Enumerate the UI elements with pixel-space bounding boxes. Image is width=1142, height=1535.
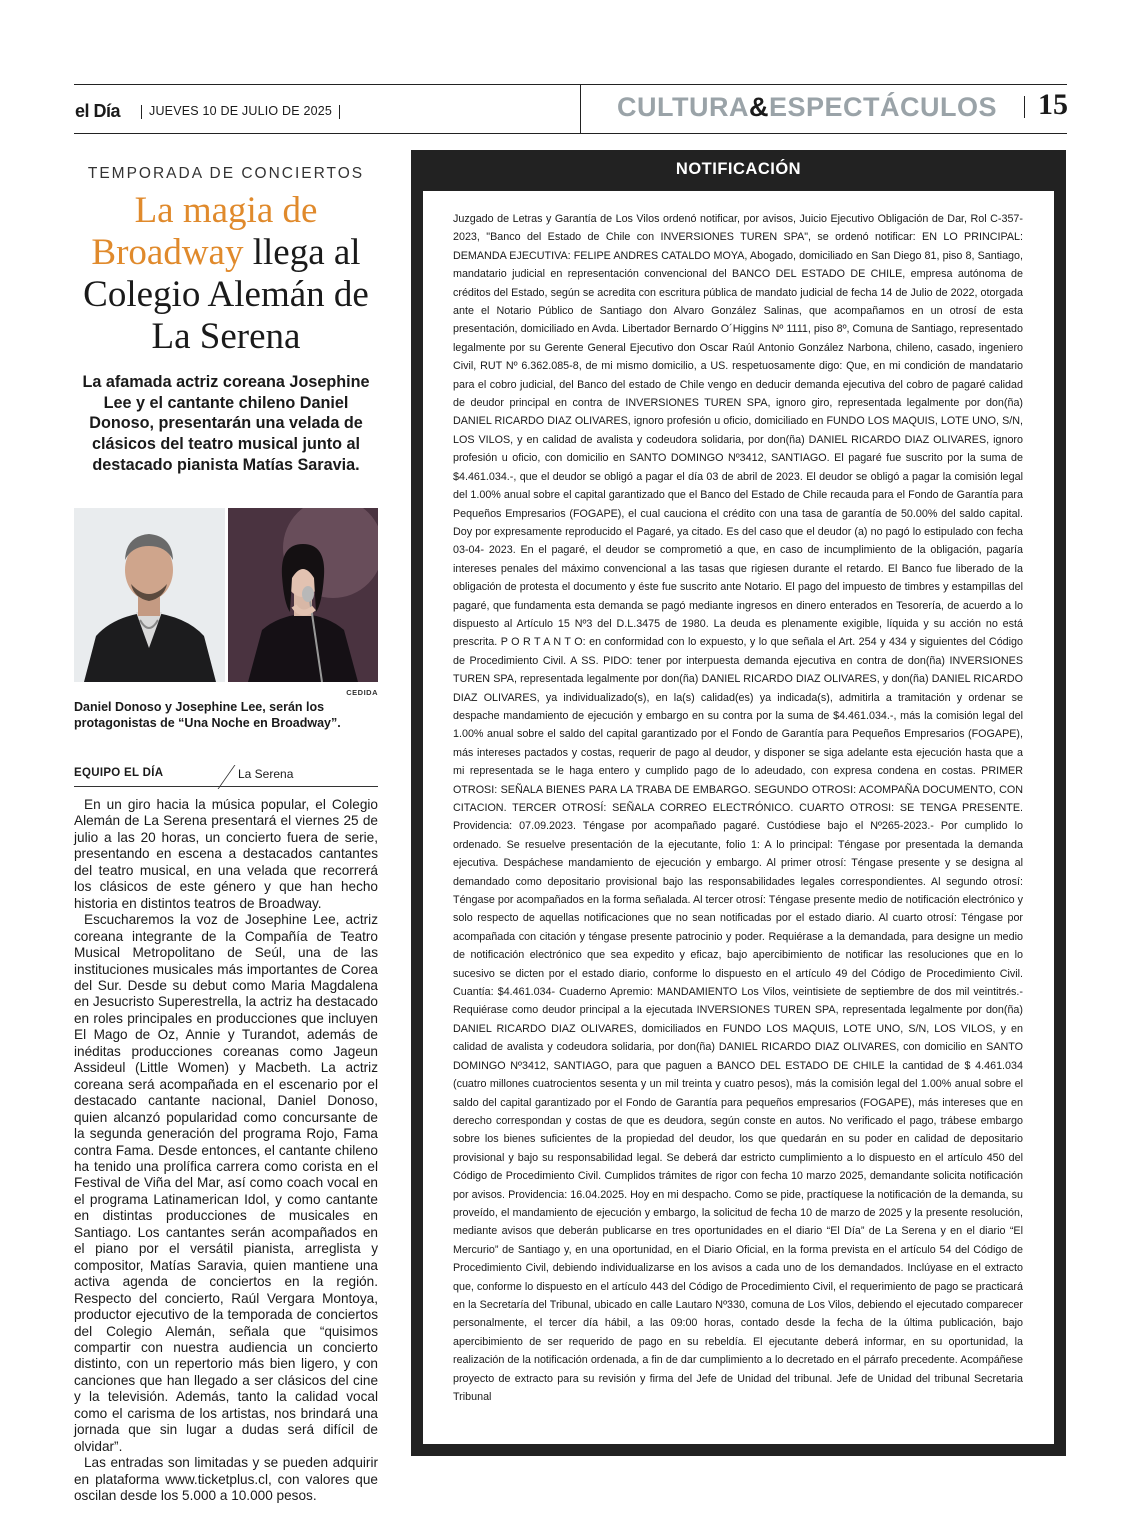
article-kicker: TEMPORADA DE CONCIERTOS xyxy=(87,165,365,182)
section-title-amp: & xyxy=(748,92,769,122)
section-title xyxy=(617,92,997,123)
portrait-man-illustration xyxy=(74,508,225,682)
byline-city: La Serena xyxy=(238,767,294,781)
article-paragraph: En un giro hacia la música popular, el Colegio Alemán de La Serena presentará el viernes 25 de julio a las 20 horas, un concierto fuera de serie, presentando en escena a destacados cantantes del teatro musical, en una velada que recorrerá los clásicos de este género y que han hecho historia en distintos teatros de Broadway. xyxy=(74,797,378,911)
byline-rule xyxy=(74,786,378,787)
newspaper-logo: el Día xyxy=(75,101,121,121)
section-title-right: ESPECTÁCULOS xyxy=(768,92,998,122)
photo-josephine-lee xyxy=(228,508,378,682)
header-bottom-rule xyxy=(74,133,1067,134)
section-title-left: CULTURA xyxy=(617,92,749,122)
article-paragraph: Escucharemos la voz de Josephine Lee, actriz coreana integrante de la Compañía de Teatro Musical Metropolitano de Seúl, una de las instituciones musicales más importantes de Corea del Sur. Desde su debut como Maria Magdalena en Jesucristo Superestrella, la actriz ha destacado en roles principales en producciones que incluyen El Mago de Oz, Annie y Turandot, además de inéditas producciones coreanas como Jageun Assideul (Little Women) y Macbeth. La actriz coreana será acompañada en el escenario por el destacado cantante nacional, Daniel Donoso, quien alcanzó popularidad como concursante de la segunda generación del programa Rojo, Fama contra Fama. Desde entonces, el cantante chileno ha tenido una prolífica carrera como corista en el Festival de Viña del Mar, así como coach vocal en el programa Latinamerican Idol, y como cantante en distintas producciones de musicales en Santiago. Los cantantes serán acompañados en el piano por el versátil pianista, arreglista y compositor, Matías Saravia, quien mantiene una activa agenda de conciertos en la región. Respecto del concierto, Raúl Vergara Montoya, productor ejecutivo de la temporada de conciertos del Colegio Alemán, señala que “quisimos compartir con nuestra audiencia un concierto distinto, con un repertorio más bien ligero, y con canciones que han llegado a ser clásicos del cine y la televisión. Además, tanto la calidad vocal como el carisma de los artistas, nos brindará una jornada que sin lugar a dudas será difícil de olvidar”. xyxy=(74,912,378,1454)
photo-credit: CEDIDA xyxy=(346,688,378,697)
portrait-woman-illustration xyxy=(228,508,378,682)
article-headline xyxy=(74,190,378,358)
page-number: 15 xyxy=(1038,88,1068,121)
divider xyxy=(339,105,340,119)
issue-date xyxy=(134,104,347,119)
headline-highlight: La magia de Broadway xyxy=(91,190,318,273)
photo-daniel-donoso xyxy=(74,508,225,682)
notice-title: NOTIFICACIÓN xyxy=(675,160,802,178)
article-deck: La afamada actriz coreana Josephine Lee y el cantante chileno Daniel Donoso, presentarán una velada de clásicos del teatro musical junto al destacado pianista Matías Saravia. xyxy=(82,373,370,474)
photo-caption: Daniel Donoso y Josephine Lee, serán los protagonistas de “Una Noche en Broadway”. xyxy=(74,700,341,730)
headline-rest: llega al Colegio Alemán de La Serena xyxy=(83,232,369,357)
header-divider xyxy=(580,84,581,133)
notice-text: Juzgado de Letras y Garantía de Los Vilos ordenó notificar, por avisos, Juicio Ejecutivo Obligación de Dar, Rol C-357-2023, "Banco del Estado de Chile con INVERSIONES TUREN SPA", se ordenó notificar: EN LO PRINCIPAL: DEMANDA EJECUTIVA: FELIPE ANDRES CATALDO MOYA, Abogado, domiciliado en San Diego 81, piso 8, Santiago, mandatario judicial en representación convencional del BANCO DEL ESTADO DE CHILE, empresa autónoma de créditos del Estado, según se acredita con escritura pública de mandato judicial de fecha 14 de Julio de 2022, otorgada ante el Notario Público de Santiago don Alvaro González Salinas, que acompañamos en un otrosí de esta presentación, domiciliado en Avda. Libertador Bernardo O´Higgins Nº 1111, piso 8º, Comuna de Santiago, representado legalmente por su Gerente General Ejecutivo don Oscar Raúl Antonio González Narbona, chileno, casado, ingeniero Civil, RUT Nº 6.362.085-8, de mi mismo domicilio, a US. respetuosamente digo: Que, en mi condición de mandatario para el cobro judicial, del Banco del estado de Chile vengo en deducir demanda ejecutiva del cobro de pagaré calidad de deudor principal en contra de INVERSIONES TUREN SPA, ignoro giro, representada legalmente por don(ña) DANIEL RICARDO DIAZ OLIVARES, ignoro profesión u oficio, domiciliado en FUNDO LOS MAQUIS, LOTE UNO, S/N, LOS VILOS, y en calidad de avalista y codeudora solidaria, por don(ña) DANIEL RICARDO DIAZ OLIVARES, ignoro profesión u oficio, con domicilio en SANTO DOMINGO Nº3412, SANTIAGO. El pagaré fue suscrito por la suma de $4.461.034.-, que el deudor se obligó a pagar el día 03 de abril de 2023. El deudor se obligó a pagar la comisión legal del 1.00% anual sobre el capital garantizado que el Banco del Estado de Chile recauda para el Fondo de Garantía para Pequeños Empresarios (FOGAPE), el cual cauciona el crédito con una tasa de garantía de 50.00% del saldo capital. Doy por expresamente reproducido el Pagaré, ya citado. Es del caso que el deudor (a) no pagó lo estipulado con fecha 03-04- 2023. En el pagaré, el deudor se comprometió a que, en caso de incumplimiento de la obligación, pagaría intereses penales del máximo convencional a las tasas que rigiesen durante el retardo. El Banco fue liberado de la obligación de protesta el documento y éste fue suscrito ante Notario. El pago del impuesto de timbres y estampillas del pagaré, que fundamenta esta demanda se pagó mediante ingresos en dinero enterados en Tesorería, de acuerdo a lo dispuesto al Artículo 15 Nº3 del D.L.3475 de 1980. La deuda es plenamente exigible, líquida y su acción no está prescrita. P O R T A N T O: en conformidad con lo expuesto, y lo que señala el Art. 254 y 434 y siguientes del Código de Procedimiento Civil. A SS. PIDO: tener por interpuesta demanda ejecutiva en contra de don(ña) INVERSIONES TUREN SPA, representada legalmente por don(ña) DANIEL RICARDO DIAZ OLIVARES, y don(ña) DANIEL RICARDO DIAZ OLIVARES, ya individualizado(s), en la(s) calidad(es) ya indicada(s), admitirla a tramitación y ordenar se despache mandamiento de ejecución y embargo en su contra por la suma de $4.461.034.-, más la comisión legal del 1.00% anual sobre el saldo del capital garantizado por el Fondo de Garantía para Pequeños Empresarios (FOGAPE), más intereses pactados y costas, requerir de pago al deudor, y disponer se siga adelante esta ejecución hasta que a mi representada se le haga entero y cumplido pago de lo adeudado, con expresa condena en costas. PRIMER OTROSI: SEÑALA BIENES PARA LA TRABA DE EMBARGO. SEGUNDO OTROSI: ACOMPAÑA DOCUMENTO, CON CITACION. TERCER OTROSÍ: SEÑALA CORREO ELECTRÓNICO. CUARTO OTROSI: SE TENGA PRESENTE. Providencia: 07.09.2023. Téngase por acompañado pagaré. Custódiese bajo el Nº265-2023.- Por cumplido lo ordenado. Se resuelve presentación de la ejecutante, folio 1: A lo principal: Téngase por presentada la demanda ejecutiva. Despáchese mandamiento de ejecución y embargo. Al primer otrosí: Téngase presente y se designa al demandado como depositario provisional bajo las responsabilidades legales correspondientes. Al segundo otrosí: Téngase por acompañados en la forma señalada. Al tercer otrosí: Téngase presente medio de notificación electrónico y solo respecto de aquellas notificaciones que no sean notificadas por el estado diario. Al cuarto otrosí: Téngase por acompañada con citación y téngase presente patrocinio y poder. Requiérase a la demandada, para designe un medio de notificación electrónico que sea expedito y eficaz, bajo apercibimiento de notificar las resoluciones que en lo sucesivo se dicten por el estado diario, conforme lo dispuesto en el artículo 49 del Código de Procedimiento Civil. Cuantía: $4.461.034- Cuaderno Apremio: MANDAMIENTO Los Vilos, veintisiete de septiembre de dos mil veintitrés.- Requiérase como deudor principal a la ejecutada INVERSIONES TUREN SPA, representada legalmente por don(ña) DANIEL RICARDO DIAZ OLIVARES, domiciliados en FUNDO LOS MAQUIS, LOTE UNO, S/N, LOS VILOS, y en calidad de avalista y codeudora solidaria, por don(ña) DANIEL RICARDO DIAZ OLIVARES, con domicilio en SANTO DOMINGO Nº3412, SANTIAGO, para que paguen a BANCO DEL ESTADO DE CHILE la cantidad de $ 4.461.034 (cuatro millones cuatrocientos sesenta y un mil treinta y cuatro pesos), más la comisión legal del 1.00% anual sobre el saldo del capital garantizado por el Fondo de Garantía para pequeños empresarios (FOGAPE), más intereses que en derecho correspondan y costas de que es deudora, según conste en autos. No verificado el pago, trábese embargo sobre los bienes suficientes de la propiedad del deudor, los que quedarán en su poder en calidad de depositario provisional y bajo su responsabilidad legal. Se deberá dar estricto cumplimiento a lo dispuesto en el artículo 450 del Código de Procedimiento Civil. Cumplidos trámites de rigor con fecha 10 marzo 2025, demandante solicita notificación por avisos. Providencia: 16.04.2025. Hoy en mi despacho. Como se pide, practíquese la notificación de la demanda, su proveído, el mandamiento de ejecución y embargo, la solicitud de fecha 10 de marzo de 2025 y la presente resolución, mediante avisos que deberán publicarse en tres oportunidades en el diario “El Día” de La Serena y en el diario “El Mercurio” de Santiago y, en una oportunidad, en el Diario Oficial, en la forma prevista en el artículo 54 del Código de Procedimiento Civil, debiendo individualizarse en los avisos a cada uno de los demandados. Inclúyase en el extracto que, conforme lo dispuesto en el artículo 443 del Código de Procedimiento Civil, el requerimiento de pago se practicará en la Secretaría del Tribunal, ubicado en calle Lautaro Nº330, comuna de Los Vilos, debiendo el ejecutado comparecer personalmente, el tercer día hábil, a las 09:00 horas, contado desde la fecha de la última publicación, bajo apercibimiento de ser requerido de pago en su rebeldía. El ejecutante deberá informar, en su oportunidad, la realización de la notificación ordenada, a fin de dar cumplimiento a lo decretado en el párrafo precedente. Acompáñese proyecto de extracto para su revisión y firma del Jefe de Unidad del tribunal. Jefe de Unidad del tribunal Secretaria Tribunal xyxy=(453,213,1023,1403)
divider xyxy=(141,105,142,119)
issue-date-text: JUEVES 10 DE JULIO DE 2025 xyxy=(149,104,333,118)
notice-content-panel xyxy=(423,191,1054,1444)
legal-notice-box xyxy=(411,150,1066,1456)
page-number-divider xyxy=(1024,96,1025,118)
article-paragraph: Las entradas son limitadas y se pueden adquirir en plataforma www.ticketplus.cl, con valores que oscilan desde los 5.000 a 10.000 pesos. xyxy=(74,1455,378,1504)
header-top-rule xyxy=(74,84,1067,85)
article-body xyxy=(74,797,378,1504)
byline-author: EQUIPO EL DÍA xyxy=(74,767,164,779)
